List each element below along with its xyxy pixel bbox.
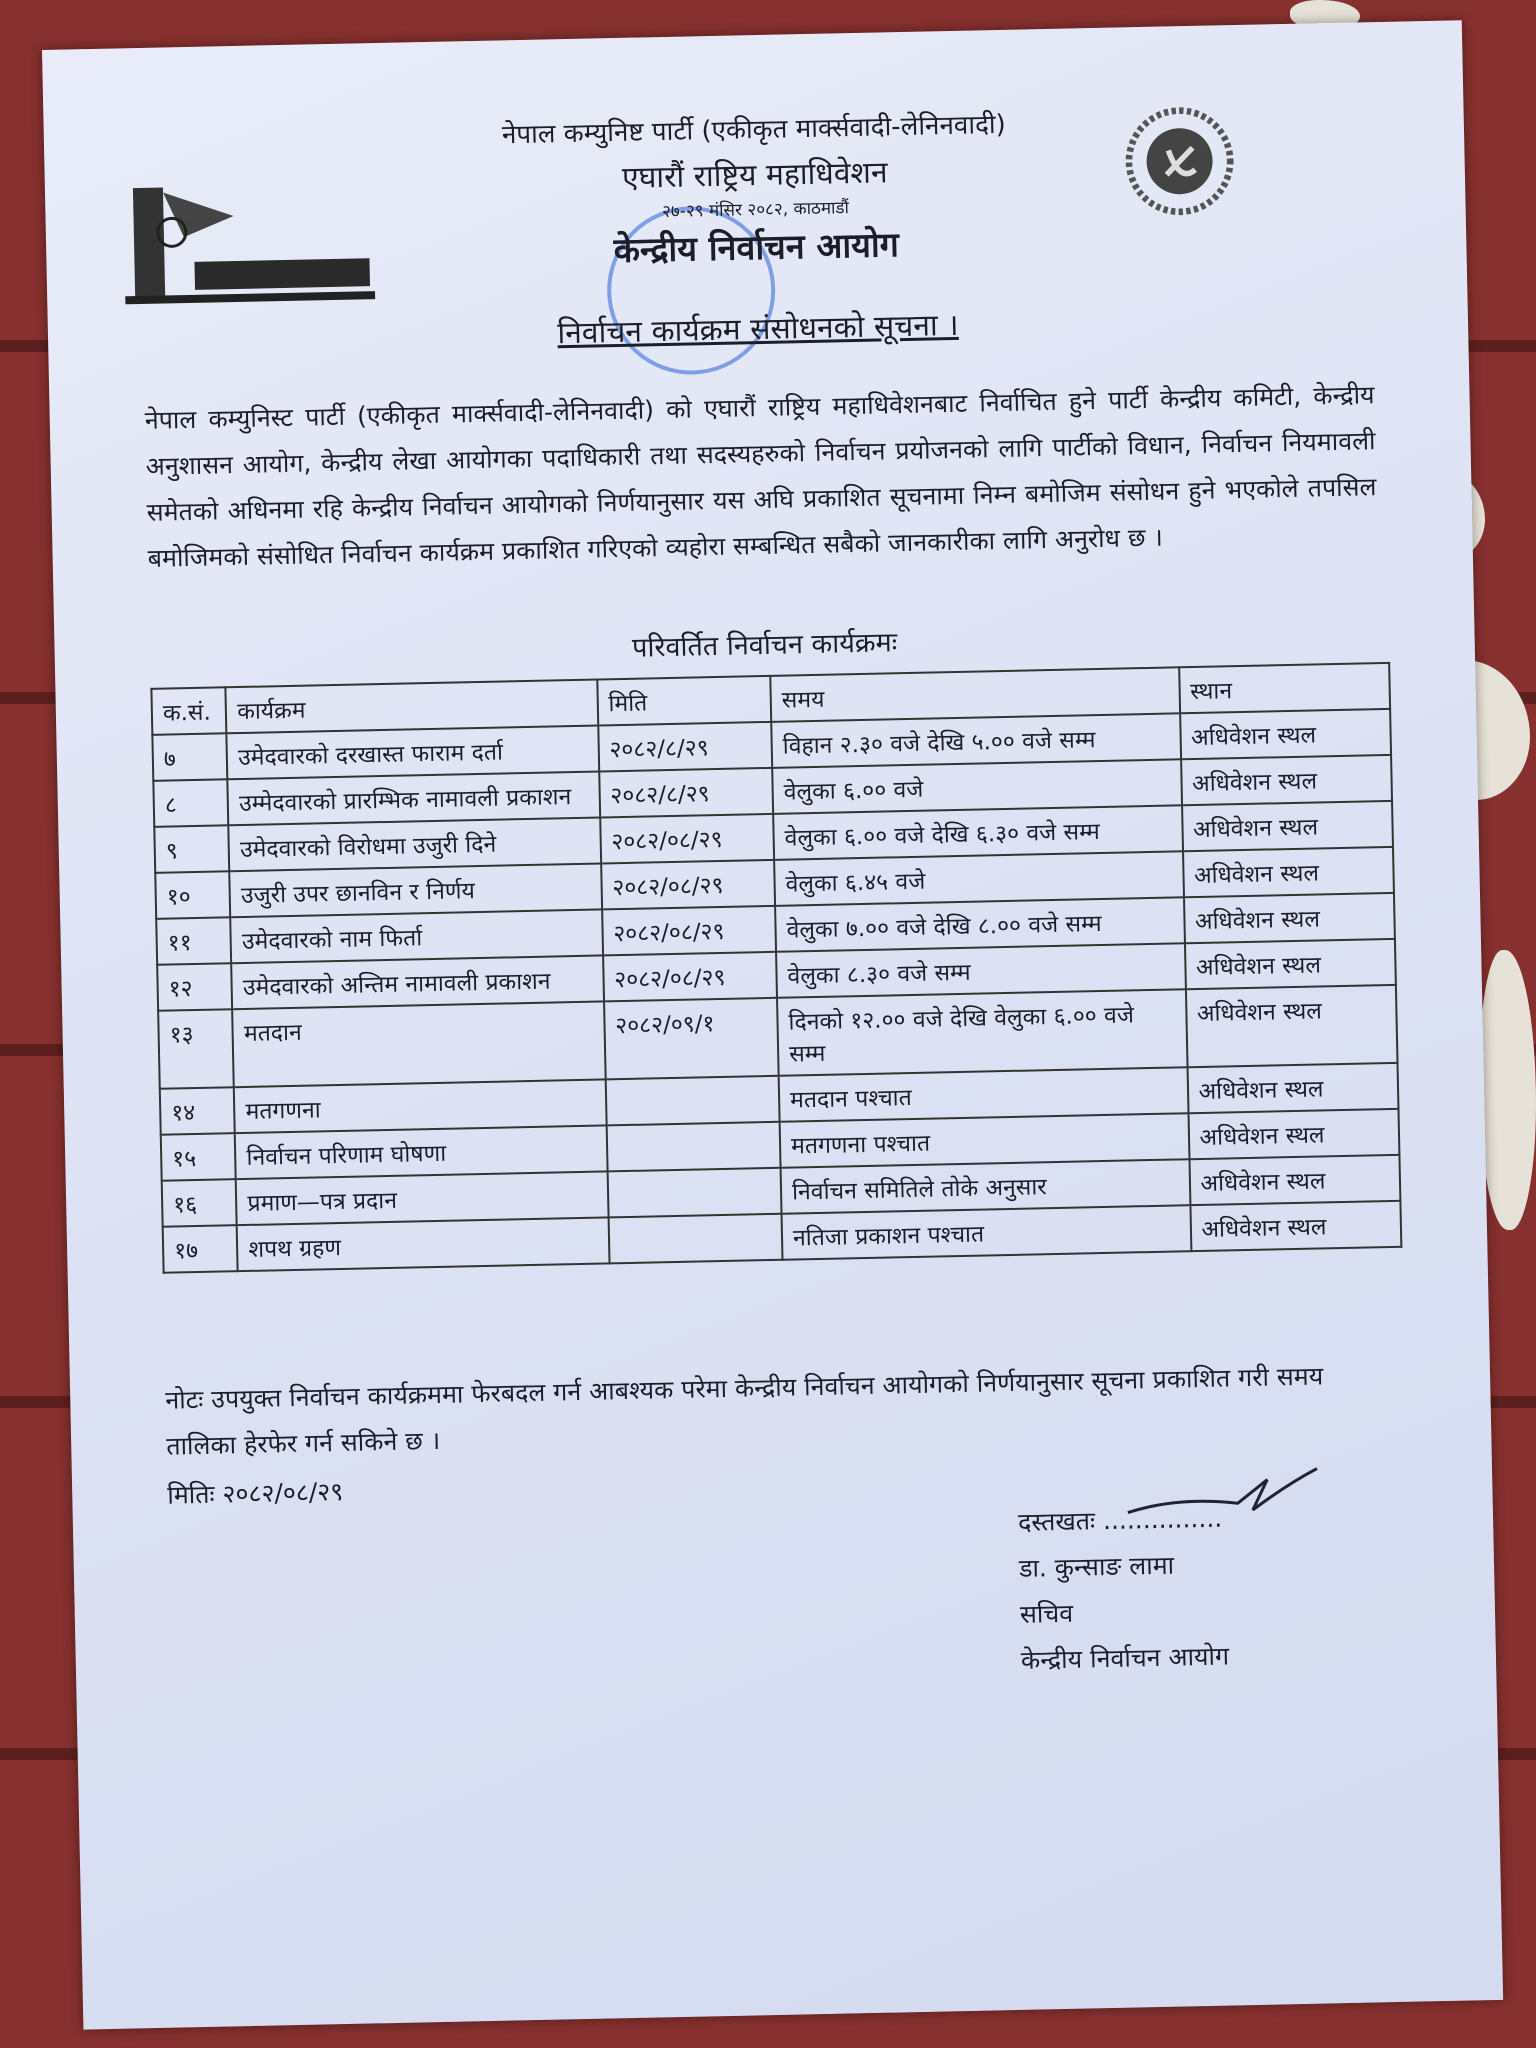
cell-sn: १५ xyxy=(161,1133,236,1181)
signature-block xyxy=(1018,1496,1230,1684)
cell-time: वेलुका ६.०० वजे देखि ६.३० वजे सम्म xyxy=(773,805,1182,860)
col-program: कार्यक्रम xyxy=(226,680,598,734)
cell-time: निर्वाचन समितिले तोके अनुसार xyxy=(781,1159,1190,1214)
cell-sn: १४ xyxy=(160,1087,235,1135)
cell-time: वेलुका ७.०० वजे देखि ८.०० वजे सम्म xyxy=(775,897,1184,952)
notice-body: नेपाल कम्युनिस्ट पार्टी (एकीकृत मार्क्सवादी-लेनिनवादी) को एघारौं राष्ट्रिय महाधिवेशनबाट निर्वाचित हुने पार्टी केन्द्रीय कमिटी, केन्द्रीय अनुशासन आयोग, केन्द्रीय लेखा आयोगका पदाधिकारी तथा सदस्यहरुको निर्वाचन प्रयोजनको लागि पार्टीको विधान, निर्वाचन नियमावली समेतको अधिनमा रहि केन्द्रीय निर्वाचन आयोगको निर्णयानुसार यस अघि प्रकाशित सूचनामा निम्न बमोजिम संसोधन हुने भएकोले तपसिल बमोजिमको संसोधित निर्वाचन कार्यक्रम प्रकाशित गरिएको व्यहोरा सम्बन्धित सबैको जानकारीका लागि अनुरोध छ । xyxy=(144,380,1377,573)
cell-sn: १३ xyxy=(158,1009,234,1089)
cell-venue: अधिवेशन स्थल xyxy=(1182,801,1393,851)
cell-date: २०८२/८/२९ xyxy=(598,722,772,772)
signatory-office: केन्द्रीय निर्वाचन आयोग xyxy=(1020,1641,1230,1675)
cell-sn: ८ xyxy=(153,779,228,827)
cell-time: नतिजा प्रकाशन पश्चात xyxy=(782,1205,1191,1260)
cell-date: २०८२/०८/२९ xyxy=(602,906,776,956)
cell-time: विहान २.३० वजे देखि ५.०० वजे सम्म xyxy=(771,713,1180,768)
col-time: समय xyxy=(770,667,1179,722)
col-venue: स्थान xyxy=(1179,663,1390,713)
cell-venue: अधिवेशन स्थल xyxy=(1185,985,1397,1067)
cell-program: मतगणना xyxy=(234,1079,606,1133)
cell-date: २०८२/०८/२९ xyxy=(603,952,777,1002)
cell-venue: अधिवेशन स्थल xyxy=(1183,847,1394,897)
cell-venue: अधिवेशन स्थल xyxy=(1181,755,1392,805)
cell-sn: १७ xyxy=(163,1225,238,1273)
cell-date xyxy=(608,1214,782,1264)
cell-venue: अधिवेशन स्थल xyxy=(1188,1109,1399,1159)
cell-venue: अधिवेशन स्थल xyxy=(1184,939,1395,989)
cell-sn: ११ xyxy=(156,917,231,965)
cell-sn: ९ xyxy=(154,825,229,873)
cell-program: उमेदवारको दरखास्त फाराम दर्ता xyxy=(227,726,599,780)
cell-date xyxy=(607,1168,781,1218)
cell-sn: १२ xyxy=(157,963,232,1011)
commission-name: केन्द्रीय निर्वाचन आयोग xyxy=(613,225,900,272)
cell-sn: १६ xyxy=(162,1179,237,1227)
cell-program: उम्मेदवारको प्रारम्भिक नामावली प्रकाशन xyxy=(228,771,600,825)
cell-program: उमेदवारको अन्तिम नामावली प्रकाशन xyxy=(231,955,603,1009)
cell-time: वेलुका ६.०० वजे xyxy=(772,759,1181,814)
cell-program: उमेदवारको विरोधमा उजुरी दिने xyxy=(229,817,601,871)
cell-venue: अधिवेशन स्थल xyxy=(1190,1201,1401,1251)
cell-sn: १० xyxy=(155,871,230,919)
cell-venue: अधिवेशन स्थल xyxy=(1187,1063,1398,1113)
party-name: नेपाल कम्युनिष्ट पार्टी (एकीकृत मार्क्सवादी-लेनिनवादी) xyxy=(501,109,1007,151)
cell-program: उमेदवारको नाम फिर्ता xyxy=(230,909,602,963)
cell-time: मतदान पश्चात xyxy=(779,1067,1188,1122)
cell-sn: ७ xyxy=(152,733,227,781)
cell-time: वेलुका ८.३० वजे सम्म xyxy=(776,943,1185,998)
cell-venue: अधिवेशन स्थल xyxy=(1180,709,1391,759)
cell-time: दिनको १२.०० वजे देखि वेलुका ६.०० वजे सम्म xyxy=(777,989,1187,1076)
congress-name: एघारौं राष्ट्रिय महाधिवेशन xyxy=(621,155,888,196)
cell-program: मतदान xyxy=(232,1001,605,1087)
col-sn: क.सं. xyxy=(151,687,226,735)
cell-time: वेलुका ६.४५ वजे xyxy=(774,851,1183,906)
cell-venue: अधिवेशन स्थल xyxy=(1189,1155,1400,1205)
cell-time: मतगणना पश्चात xyxy=(780,1113,1189,1168)
col-date: मिति xyxy=(597,676,771,726)
notice-paper xyxy=(42,20,1503,2029)
cell-date: २०८२/०८/२९ xyxy=(601,860,775,910)
cell-program: प्रमाण—पत्र प्रदान xyxy=(236,1171,608,1225)
cell-date: २०८२/०८/२९ xyxy=(600,814,774,864)
cell-program: निर्वाचन परिणाम घोषणा xyxy=(235,1125,607,1179)
cell-date: २०८२/८/२९ xyxy=(599,768,773,818)
notice-title: निर्वाचन कार्यक्रम संसोधनको सूचना । xyxy=(557,307,959,352)
cell-date xyxy=(606,1122,780,1172)
signature-label: दस्तखतः ............... xyxy=(1017,1503,1223,1537)
notice-date: मितिः २०८२/०८/२९ xyxy=(166,1477,344,1510)
cell-program: उजुरी उपर छानविन र निर्णय xyxy=(230,863,602,917)
table-title: परिवर्तित निर्वाचन कार्यक्रमः xyxy=(631,627,898,664)
cell-date xyxy=(605,1076,779,1126)
schedule-table xyxy=(150,662,1402,1274)
signatory-designation: सचिव xyxy=(1019,1598,1074,1629)
cell-program: शपथ ग्रहण xyxy=(237,1217,609,1271)
signatory-name: डा. कुन्साङ लामा xyxy=(1018,1550,1175,1583)
cell-date: २०८२/०९/१ xyxy=(604,998,779,1080)
note: नोटः उपयुक्त निर्वाचन कार्यक्रममा फेरबदल गर्न आबश्यक परेमा केन्द्रीय निर्वाचन आयोगको निर्णयानुसार सूचना प्रकाशित गरी समय तालिका हेरफेर गर्न सकिने छ । xyxy=(165,1361,1324,1461)
cell-venue: अधिवेशन स्थल xyxy=(1183,893,1394,943)
venue-dates: २७-२९ मंसिर २०८२, काठमाडौं xyxy=(661,198,850,223)
